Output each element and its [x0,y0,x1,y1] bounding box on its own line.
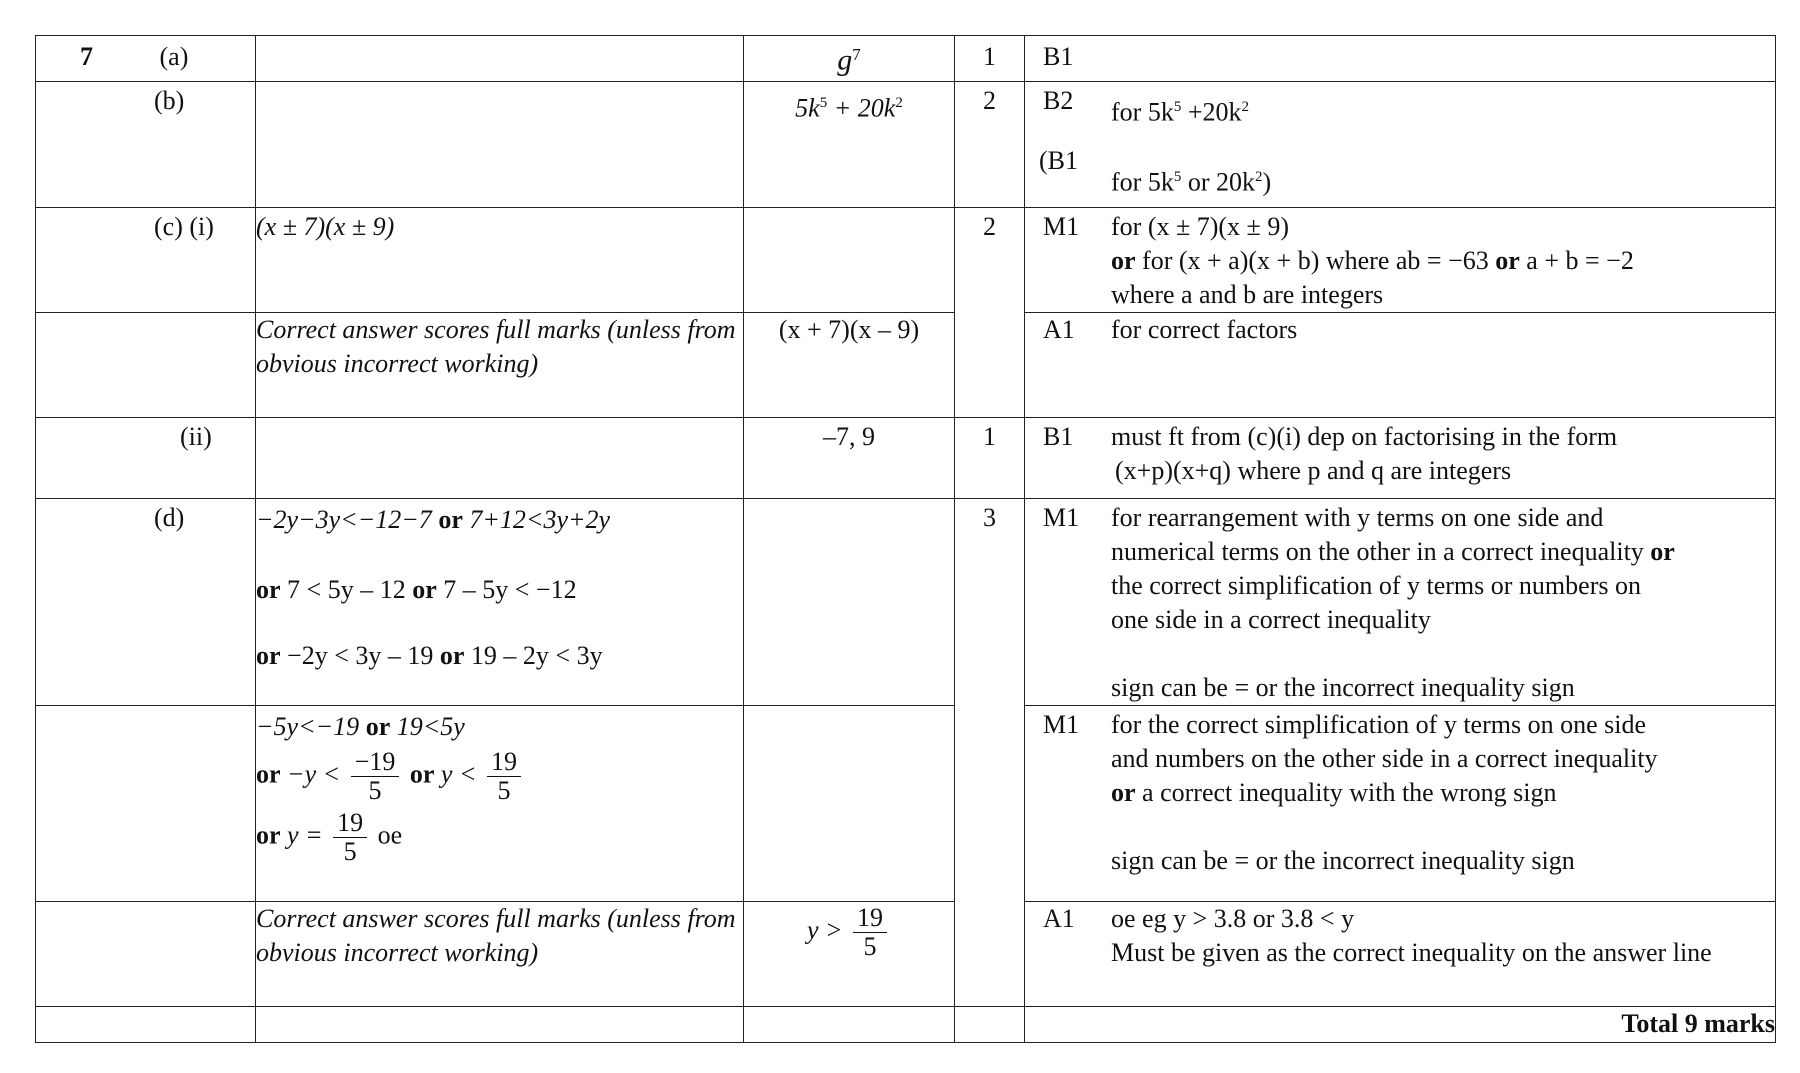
working-cell [256,706,744,902]
mark-cell: 2 [955,208,1025,418]
part-label: (ii) [180,422,212,451]
question-cell [36,1007,256,1043]
part-label: (b) [154,86,185,115]
answer-exponent: 7 [852,45,861,64]
guidance-cell [1025,208,1776,313]
answer-term-2: + 20k [827,93,896,123]
working-text: oe [377,820,403,850]
question-cell [36,706,256,902]
row-total [36,1007,1776,1043]
part-label: (d) [154,503,185,532]
question-cell [36,902,256,1007]
or-word: or [1650,537,1675,566]
or-word: or [1111,246,1136,275]
answer-cell [744,706,955,902]
working-text: −5y<−19 [256,712,366,741]
or-word: or [438,505,463,534]
denominator: 5 [368,776,382,805]
row-7cii [36,418,1776,499]
mark-code-b2: B2 [1043,86,1074,115]
answer-cell [744,313,955,418]
answer-exp-2: 2 [895,95,903,111]
working-line [256,748,743,805]
answer-base: g [837,43,853,77]
guidance-cell [1025,82,1776,208]
mark-code: M1 [1043,212,1080,241]
guidance-line: Must be given as the correct inequality on the answer line [1111,938,1712,967]
guidance-line [1111,776,1763,810]
mark-code: A1 [1043,315,1075,344]
working-line [256,573,743,607]
working-cell: Correct answer scores full marks (unless from obvious incorrect working) [256,313,744,418]
guidance-line: for the correct simplification of y terms on one side [1111,710,1647,739]
part-label: (a) [159,42,189,71]
working-text: 19 – 2y < 3y [464,641,603,670]
answer-cell [744,36,955,82]
or-word: or [256,820,281,850]
fraction [487,748,521,805]
denominator: 5 [863,932,877,961]
guidance-cell [1025,36,1776,82]
answer-cell [744,208,955,313]
guidance-text: +20k [1181,97,1242,127]
answer-cell [744,902,955,1007]
guidance-line: for rearrangement with y terms on one side and [1111,503,1604,532]
answer-term-1: 5k [795,93,820,123]
guidance-line: the correct simplification of y terms or numbers on [1111,571,1641,600]
fraction [333,809,367,866]
guidance-cell [1025,418,1776,499]
guidance-text: for (x + a)(x + b) where ab = −63 [1135,246,1496,275]
answer-cell [744,1007,955,1043]
guidance-cell [1025,706,1776,902]
guidance-line [1111,535,1763,569]
working-text: 7+12<3y+2y [462,505,611,534]
row-7ci-m1 [36,208,1776,313]
answer-text: –7, 9 [823,422,875,451]
answer-fraction [853,904,887,961]
question-cell [36,82,256,208]
numerator: 19 [487,748,521,777]
denominator: 5 [343,837,357,866]
guidance-cell [1025,902,1776,1007]
answer-text: (x + 7)(x – 9) [778,315,920,344]
guidance-text-block [1111,210,1775,312]
working-text: 7 – 5y < −12 [436,575,577,604]
mark-code-b1: (B1 [1039,146,1078,175]
answer-exp-1: 5 [819,95,828,111]
total-marks: Total 9 marks [1025,1007,1776,1043]
guidance-text-block [1111,501,1775,705]
guidance-line [1111,244,1763,278]
fraction [351,748,400,805]
question-cell [36,36,256,82]
guidance-cell [1025,499,1776,706]
guidance-line: one side in a correct inequality [1111,605,1431,634]
row-7d-a1 [36,902,1776,1007]
working-text: 19<5y [390,712,465,741]
guidance-line: for correct factors [1111,315,1298,344]
working-text: −2y < 3y – 19 [280,641,440,670]
mark-code: M1 [1043,503,1080,532]
answer-cell [744,418,955,499]
question-cell [36,418,256,499]
working-line [256,809,743,866]
guidance-line: and numbers on the other side in a correct inequality [1111,744,1658,773]
working-cell [256,82,744,208]
or-word: or [439,641,465,670]
row-7d-m1a [36,499,1776,706]
guidance-text: for 5k [1111,97,1174,127]
answer-cell [744,499,955,706]
mark-code: A1 [1043,904,1075,933]
guidance-exp: 5 [1173,99,1182,115]
row-7d-m1b [36,706,1776,902]
guidance-text: a + b = −2 [1519,246,1634,275]
working-cell: Correct answer scores full marks (unless from obvious incorrect working) [256,902,744,1007]
question-cell [36,208,256,313]
numerator: 19 [333,809,367,838]
numerator: −19 [351,748,400,777]
working-text: (x ± 7)(x ± 9) [256,212,395,241]
guidance-line: (x+p)(x+q) where p and q are integers [1115,456,1512,485]
working-text: y = [287,820,323,850]
guidance-text: for 5k [1111,167,1174,197]
guidance-text: a correct inequality with the wrong sign [1135,778,1557,807]
working-line [256,639,743,673]
part-label: (c) (i) [154,212,214,241]
mark-code: B1 [1043,42,1074,71]
working-line [256,503,743,537]
mark-scheme-table [35,35,1776,1043]
working-cell [256,418,744,499]
answer-cell [744,82,955,208]
or-word: or [365,712,391,741]
working-text: −y < [287,759,341,789]
guidance-text: or 20k [1181,167,1255,197]
or-word: or [256,575,281,604]
or-word: or [256,641,281,670]
guidance-exp: 5 [1173,168,1182,185]
guidance-exp: 2 [1241,99,1249,115]
guidance-b1 [1111,160,1775,200]
question-cell [36,499,256,706]
mark-cell [955,1007,1025,1043]
mark-code: B1 [1043,422,1074,451]
mark-cell: 2 [955,82,1025,208]
guidance-line: must ft from (c)(i) dep on factorising in the form [1111,422,1618,451]
guidance-text: ) [1262,167,1272,197]
question-number: 7 [80,42,93,71]
row-7b [36,82,1776,208]
working-line [256,710,743,744]
working-cell [256,499,744,706]
answer-text: y > [806,915,843,945]
or-word: or [1495,246,1520,275]
numerator: 19 [853,904,887,933]
mark-cell: 3 [955,499,1025,1007]
or-word: or [412,575,437,604]
mark-cell: 1 [955,418,1025,499]
guidance-text-block [1111,420,1775,488]
guidance-text-block [1111,902,1775,970]
guidance-text-block [1111,708,1775,878]
guidance-cell [1025,313,1776,418]
guidance-text: numerical terms on the other in a correct inequality [1111,537,1651,566]
row-7a [36,36,1776,82]
working-text: y < [440,759,477,789]
guidance-b2 [1111,90,1775,130]
or-word: or [256,759,281,789]
working-cell [256,36,744,82]
guidance-line: sign can be = or the incorrect inequality sign [1111,673,1575,702]
guidance-line: where a and b are integers [1111,280,1384,309]
working-cell [256,1007,744,1043]
or-word: or [1111,778,1136,807]
working-text: 7 < 5y – 12 [280,575,413,604]
guidance-exp: 2 [1255,168,1263,185]
mark-cell: 1 [955,36,1025,82]
guidance-line: oe eg y > 3.8 or 3.8 < y [1111,904,1355,933]
working-cell [256,208,744,313]
question-cell [36,313,256,418]
guidance-line: sign can be = or the incorrect inequality sign [1111,846,1575,875]
or-word: or [409,759,435,789]
denominator: 5 [497,776,511,805]
guidance-line: for (x ± 7)(x ± 9) [1111,212,1289,241]
mark-code: M1 [1043,710,1080,739]
row-7ci-a1 [36,313,1776,418]
working-text: −2y−3y<−12−7 [256,505,439,534]
